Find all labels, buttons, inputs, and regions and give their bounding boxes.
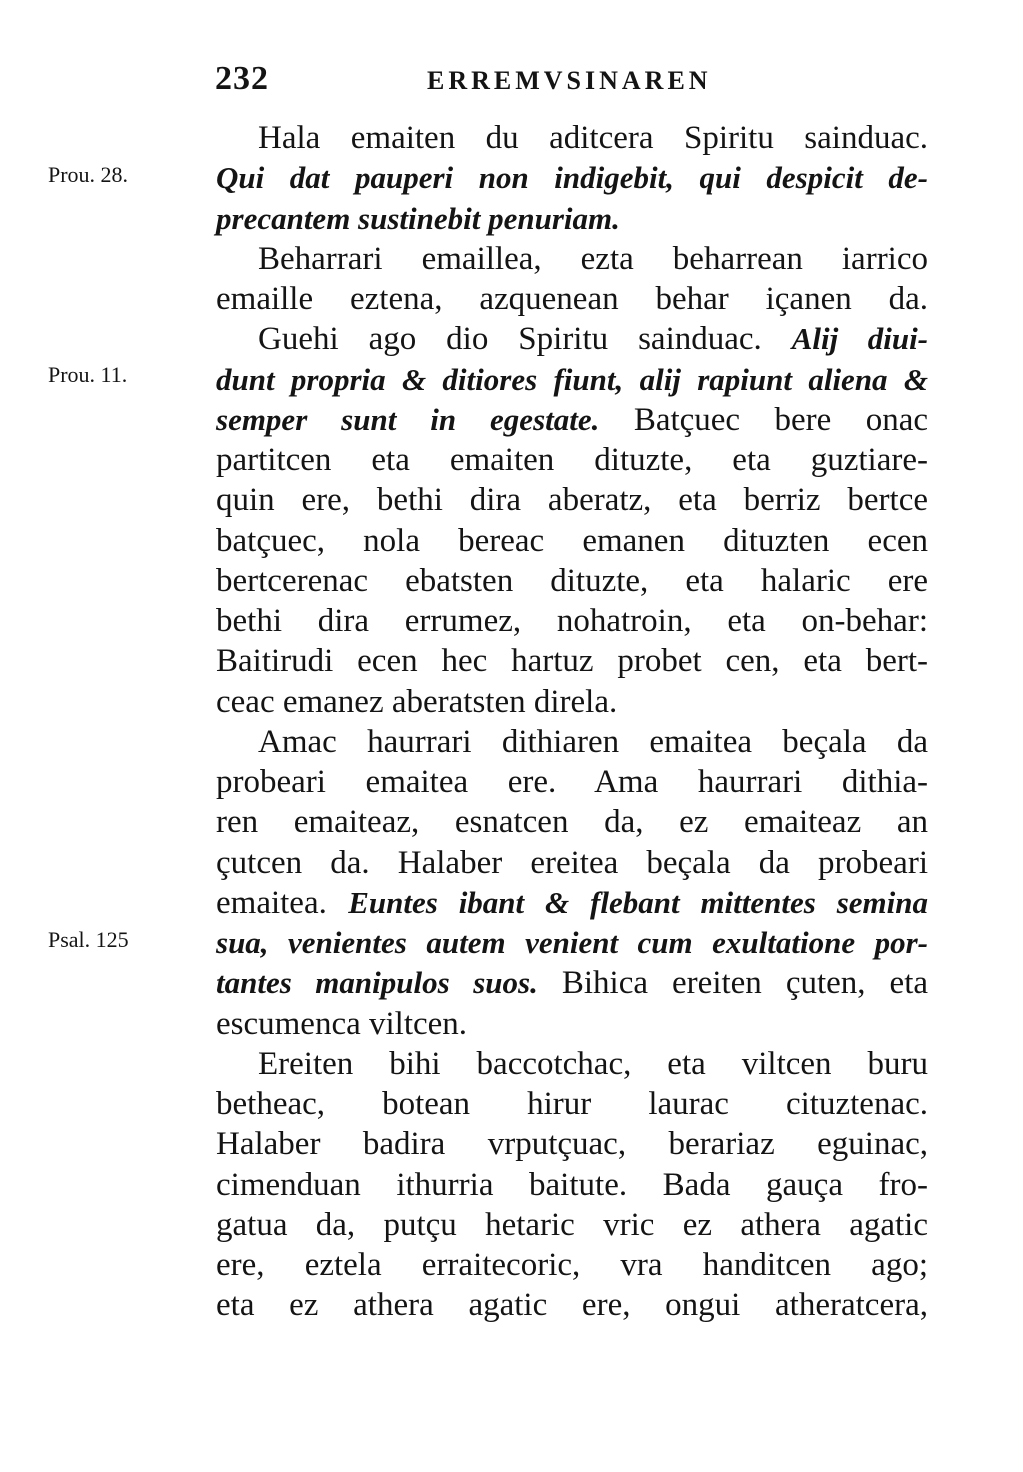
latin-quote-line: dunt propria & ditiores fiunt, alij rapiunt aliena & — [216, 361, 928, 397]
latin-quote-line: precantem sustinebit penuriam. — [216, 200, 620, 236]
text-line: cimenduan ithurria baitute. Bada gauça fro- — [216, 1166, 928, 1203]
text-line — [216, 400, 928, 440]
text-line: Hala emaiten du aditcera Spiritu sainduac. — [258, 120, 928, 156]
margin-note-prou-11: Prou. 11. — [48, 362, 128, 387]
text-line: partitcen eta emaiten dituzte, eta guztiare- — [216, 442, 928, 478]
text-line: Halaber badira vrputçuac, berariaz eguinac, — [216, 1126, 928, 1163]
text-line — [216, 883, 928, 923]
text-line: betheac, botean hirur laurac cituztenac. — [216, 1086, 928, 1122]
running-title: ERREMVSINAREN — [427, 66, 712, 95]
text-line: Ereiten bihi baccotchac, eta viltcen buru — [258, 1045, 928, 1082]
text-line: Beharrari emaillea, ezta beharrean iarrico — [258, 240, 928, 277]
latin-quote-line: sua, venientes autem venient cum exultatione por- — [216, 925, 928, 960]
text-line — [216, 963, 928, 1003]
text-line: probeari emaitea ere. Ama haurrari dithia- — [216, 764, 928, 800]
text-line: emaille eztena, azquenean behar içanen da. — [216, 281, 928, 317]
body-text — [216, 118, 928, 1326]
text-line: çutcen da. Halaber ereitea beçala da probeari — [216, 844, 928, 881]
latin-quote-segment: Alij diui- — [791, 321, 928, 357]
text-line: escumenca viltcen. — [216, 1005, 468, 1042]
text-line: gatua da, putçu hetaric vric ez athera agatic — [216, 1206, 928, 1243]
text-line: ren emaiteaz, esnatcen da, ez emaiteaz an — [216, 804, 928, 841]
text-segment: Batçuec bere onac — [633, 401, 929, 438]
latin-quote-segment: semper sunt in egestate. — [216, 401, 600, 437]
page-number: 232 — [215, 60, 269, 97]
text-line — [216, 319, 928, 359]
text-line: batçuec, nola bereac emanen dituzten ecen — [216, 522, 928, 559]
latin-quote-segment: tantes manipulos suos. — [216, 965, 538, 1001]
text-line: ceac emanez aberatsten direla. — [216, 683, 618, 720]
text-line: bertcerenac ebatsten dituzte, eta halaric ere — [216, 562, 928, 599]
text-line: Baitirudi ecen hec hartuz probet cen, eta bert- — [216, 643, 928, 680]
text-line: Amac haurrari dithiaren emaitea beçala da — [258, 723, 928, 760]
text-line: quin ere, bethi dira aberatz, eta berriz bertce — [216, 482, 928, 519]
text-segment: Bihica ereiten çuten, eta — [561, 965, 929, 1002]
text-segment: Guehi ago dio Spiritu sainduac. — [258, 321, 762, 358]
latin-quote-line: Qui dat pauperi non indigebit, qui despicit de- — [216, 160, 928, 196]
text-segment: emaitea. — [216, 884, 327, 921]
latin-quote-segment: Euntes ibant & flebant mittentes semina — [348, 884, 928, 920]
text-line: eta ez athera agatic ere, ongui atheratcera, — [216, 1287, 928, 1324]
text-line: ere, eztela erraitecoric, vra handitcen ago; — [216, 1247, 928, 1283]
margin-note-psal-125: Psal. 125 — [48, 927, 129, 952]
margin-note-prou-28: Prou. 28. — [48, 162, 129, 187]
text-line: bethi dira errumez, nohatroin, eta on-behar: — [216, 603, 928, 639]
page-header — [215, 60, 935, 104]
